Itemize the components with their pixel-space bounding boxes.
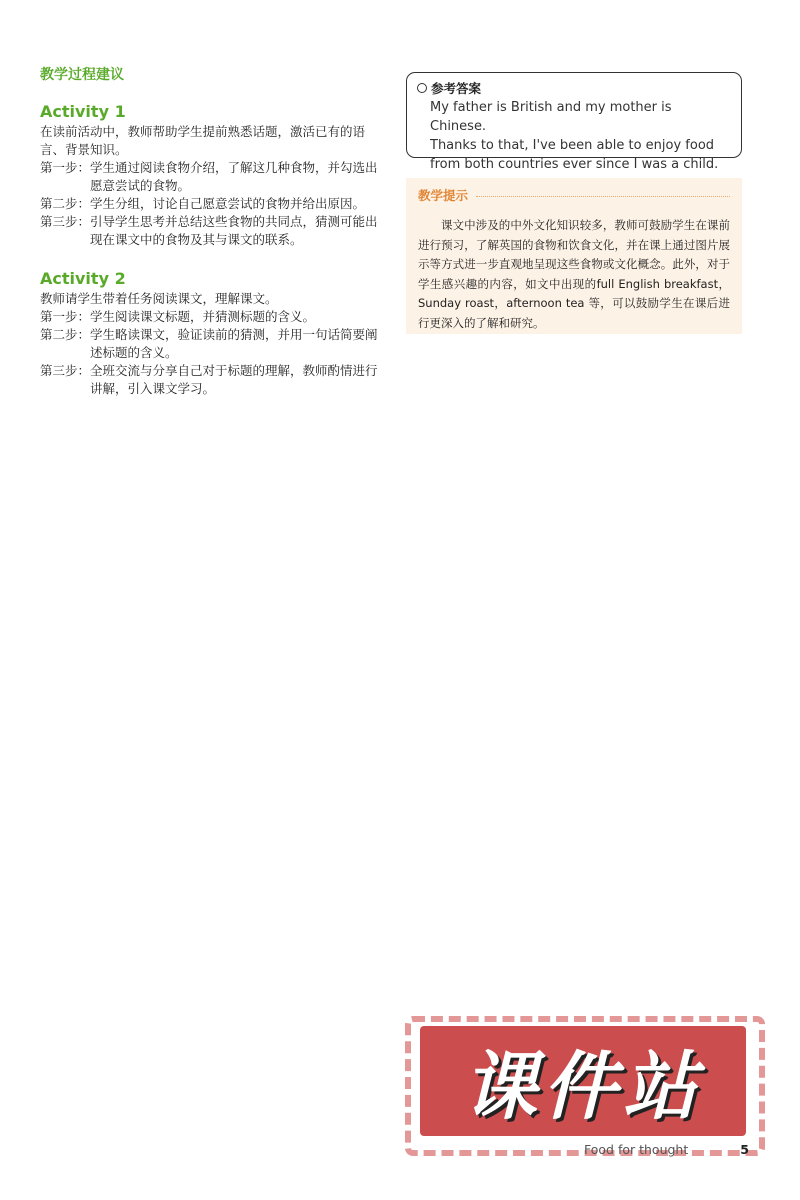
watermark-stamp	[420, 1026, 746, 1136]
activity-2-step	[40, 326, 385, 362]
activity-1-step	[40, 213, 385, 249]
step-text: 引导学生思考并总结这些食物的共同点，猜测可能出现在课文中的食物及其与课文的联系。	[90, 214, 378, 247]
answer-text	[417, 98, 731, 174]
activity-2-step	[40, 362, 385, 398]
teaching-suggestions	[40, 64, 385, 398]
activity-1-step	[40, 195, 385, 213]
tip-header	[418, 186, 730, 204]
footer-title: Food for thought	[584, 1142, 689, 1157]
step-label: 第二步：	[40, 196, 91, 211]
step-label: 第三步：	[40, 363, 91, 378]
activity-2-intro: 教师请学生带着任务阅读课文，理解课文。	[40, 291, 278, 306]
activity-1	[40, 102, 385, 249]
activity-2	[40, 269, 385, 398]
step-text: 学生分组，讨论自己愿意尝试的食物并给出原因。	[90, 196, 366, 211]
step-text: 学生通过阅读食物介绍，了解这几种食物，并勾选出愿意尝试的食物。	[90, 160, 378, 193]
step-label: 第三步：	[40, 214, 91, 229]
page-number: 5	[740, 1142, 749, 1157]
step-text: 学生阅读课文标题，并猜测标题的含义。	[90, 309, 316, 324]
answer-line: from both countries ever since I was a child.	[430, 157, 719, 172]
step-label: 第一步：	[40, 309, 91, 324]
answer-header	[417, 79, 731, 97]
step-label: 第二步：	[40, 327, 91, 342]
answer-line: Thanks to that, I've been able to enjoy food	[430, 138, 715, 153]
activity-2-step	[40, 308, 385, 326]
teaching-tip-box	[406, 178, 742, 334]
watermark-text: 课件站	[463, 1044, 703, 1130]
answer-title: 参考答案	[431, 81, 482, 96]
step-text: 学生略读课文，验证读前的猜测，并用一句话简要阐述标题的含义。	[90, 327, 378, 360]
step-label: 第一步：	[40, 160, 91, 175]
section-title: 教学过程建议	[40, 67, 124, 83]
answer-line: My father is British and my mother is Chinese.	[430, 100, 672, 134]
activity-1-step	[40, 159, 385, 195]
page-footer	[584, 1142, 749, 1157]
tip-title: 教学提示	[418, 188, 469, 203]
activity-1-title: Activity 1	[40, 102, 126, 121]
circle-icon	[417, 83, 427, 93]
dotted-divider	[476, 196, 730, 197]
reference-answer-box	[406, 72, 742, 172]
step-text: 全班交流与分享自己对于标题的理解，教师酌情进行讲解，引入课文学习。	[90, 363, 378, 396]
tip-text: 课文中涉及的中外文化知识较多，教师可鼓励学生在课前进行预习，了解英国的食物和饮食文化，并在课上通过图片展示等方式进一步直观地呈现这些食物或文化概念。此外，对于学生感兴趣的内容，如文中出现的full English breakfast，Sunday roast，afternoon tea 等，可以鼓励学生在课后进行更深入的了解和研究。	[418, 218, 730, 330]
activity-2-title: Activity 2	[40, 269, 126, 288]
activity-1-intro: 在读前活动中，教师帮助学生提前熟悉话题，激活已有的语言、背景知识。	[40, 124, 366, 157]
